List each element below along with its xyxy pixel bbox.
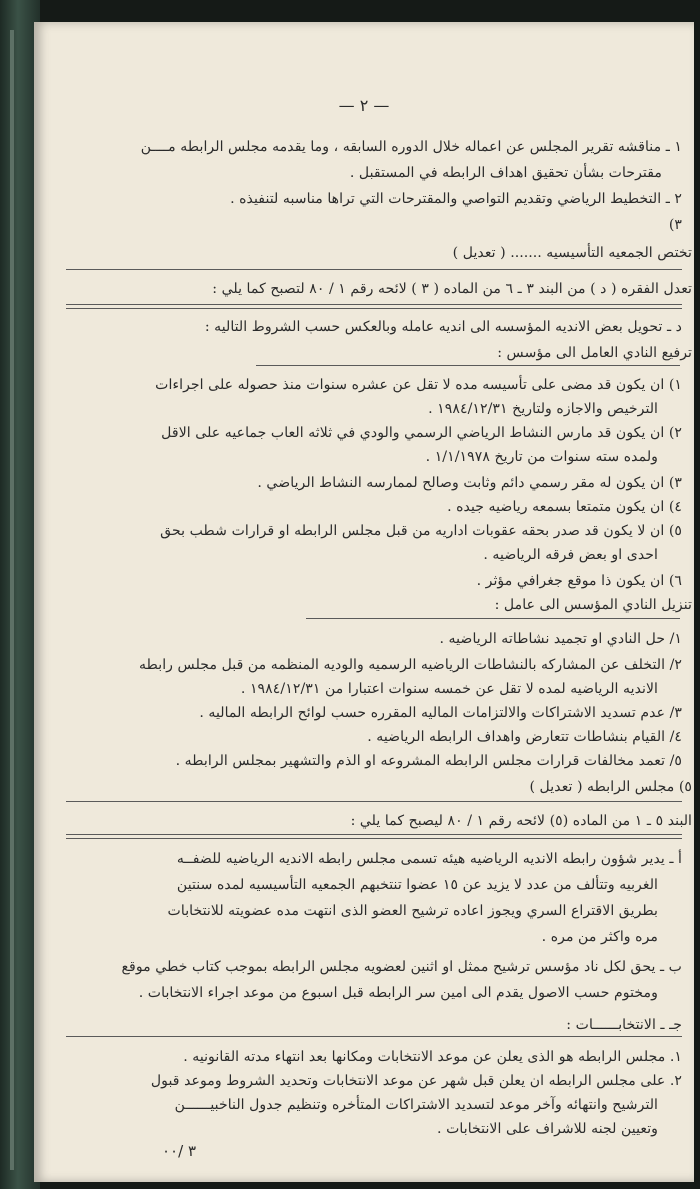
paragraph-line: بطريق الاقتراع السري ويجوز اعاده ترشيح العضو الذى انتهت مده عضويته للانتخابات bbox=[167, 903, 658, 919]
list-item: ٥) ان لا يكون قد صدر بحقه عقوبات اداريه من قبل مجلس الرابطه او قرارات شطب بحق bbox=[160, 523, 682, 539]
heading-underline bbox=[306, 618, 680, 619]
text-line: د ـ تحويل بعض الانديه المؤسسه الى انديه عامله وبالعكس حسب الشروط التاليه : bbox=[204, 319, 682, 335]
page-footer: ٣ /٠٠ bbox=[162, 1142, 197, 1160]
text-line: احدى او بعض فرقه الرياضيه . bbox=[483, 547, 658, 563]
list-item: ٢) ان يكون قد مارس النشاط الرياضي الرسمي والودي في ثلاثه العاب جماعيه على الاقل bbox=[161, 425, 682, 441]
list-item: ١) ان يكون قد مضى على تأسيسه مده لا تقل عن عشره سنوات منذ حصوله على اجراءات bbox=[155, 377, 682, 393]
double-divider bbox=[66, 834, 682, 839]
paragraph-line: أ ـ يدير شؤون رابطه الانديه الرياضيه هيئه تسمى مجلس رابطه الانديه الرياضيه للضفــه bbox=[176, 851, 682, 867]
sub-heading: جـ ـ الانتخابــــــات : bbox=[566, 1017, 682, 1033]
list-item: ١/ حل النادي او تجميد نشاطاته الرياضيه . bbox=[439, 631, 682, 647]
page-number: — ٢ — bbox=[338, 96, 390, 115]
list-item: ٢. على مجلس الرابطه ان يعلن قبل شهر عن موعد الانتخابات وتحديد الشروط وموعد قبول bbox=[150, 1073, 682, 1089]
divider bbox=[66, 269, 682, 270]
text-line: وتعيين لجنه للاشراف على الانتخابات . bbox=[437, 1121, 658, 1137]
list-item: ٥/ تعمد مخالفات قرارات مجلس الرابطه المشروعه او الذم والتشهير بمجلس الرابطه . bbox=[175, 753, 682, 769]
heading-underline bbox=[256, 365, 680, 366]
paragraph-line: الغربيه وتتألف من عدد لا يزيد عن ١٥ عضوا تنتخبهم الجمعيه التأسيسيه لمده سنتين bbox=[176, 877, 658, 893]
list-item: ٢/ التخلف عن المشاركه بالنشاطات الرياضيه الرسميه والوديه المنظمه من قبل مجلس رابطه bbox=[139, 657, 682, 673]
text-line: الترشيح وانتهائه وآخر موعد لتسديد الاشتراكات المتأخره وتنظيم جدول الناخبيــــــن bbox=[174, 1097, 658, 1113]
spine-edge bbox=[10, 30, 14, 1170]
list-item: ٦) ان يكون ذا موقع جغرافي مؤثر . bbox=[476, 573, 682, 589]
amendment-line: البند ٥ ـ ١ من الماده (٥) لائحه رقم ١ / ٨٠ ليصبح كما يلي : bbox=[350, 813, 692, 829]
divider bbox=[66, 1036, 682, 1037]
amendment-line: تعدل الفقره ( د ) من البند ٣ ـ ٦ من الماده ( ٣ ) لائحه رقم ١ / ٨٠ لتصبح كما يلي : bbox=[212, 281, 692, 297]
text-line: ١ ـ مناقشه تقرير المجلس عن اعماله خلال الدوره السابقه ، وما يقدمه مجلس الرابطه مــــن bbox=[140, 139, 682, 155]
divider bbox=[66, 801, 682, 802]
text-line: ولمده سته سنوات من تاريخ ١/١/١٩٧٨ . bbox=[425, 449, 658, 465]
text-line: الترخيص والاجازه ولتاريخ ١٩٨٤/١٢/٣١ . bbox=[428, 401, 658, 417]
text-line: الانديه الرياضيه لمده لا تقل عن خمسه سنوات اعتبارا من ١٩٨٤/١٢/٣١ . bbox=[240, 681, 658, 697]
paragraph-line: ومختوم حسب الاصول يقدم الى امين سر الرابطه قبل اسبوع من موعد اجراء الانتخابات . bbox=[138, 985, 658, 1001]
section-heading: ٥) مجلس الرابطه ( تعديل ) bbox=[529, 779, 692, 795]
section-number: ٣) bbox=[668, 217, 682, 233]
list-item: ٣/ عدم تسديد الاشتراكات والالتزامات الماليه المقرره حسب لوائح الرابطه الماليه . bbox=[199, 705, 682, 721]
document-body bbox=[66, 22, 692, 1182]
section-heading: تختص الجمعيه التأسيسيه ....... ( تعديل ) bbox=[452, 245, 692, 261]
list-item: ٣) ان يكون له مقر رسمي دائم وثابت وصالح لممارسه النشاط الرياضي . bbox=[257, 475, 682, 491]
double-divider bbox=[66, 304, 682, 309]
text-line: مقترحات بشأن تحقيق اهداف الرابطه في المستقبل . bbox=[349, 165, 662, 181]
sub-heading: تنزيل النادي المؤسس الى عامل : bbox=[494, 597, 692, 613]
paragraph-line: ب ـ يحق لكل ناد مؤسس ترشيح ممثل او اثنين لعضويه مجلس الرابطه بموجب كتاب خطي موقع bbox=[121, 959, 682, 975]
list-item: ٤/ القيام بنشاطات تتعارض واهداف الرابطه الرياضيه . bbox=[367, 729, 682, 745]
document-page bbox=[34, 22, 694, 1182]
list-item: ٤) ان يكون متمتعا بسمعه رياضيه جيده . bbox=[447, 499, 682, 515]
sub-heading: ترفيع النادي العامل الى مؤسس : bbox=[497, 345, 692, 361]
paragraph-line: مره واكثر من مره . bbox=[541, 929, 658, 945]
list-item: ١. مجلس الرابطه هو الذى يعلن عن موعد الانتخابات ومكانها بعد انتهاء مدته القانونيه . bbox=[183, 1049, 682, 1065]
text-line: ٢ ـ التخطيط الرياضي وتقديم التواصي والمقترحات التي تراها مناسبه لتنفيذه . bbox=[230, 191, 682, 207]
